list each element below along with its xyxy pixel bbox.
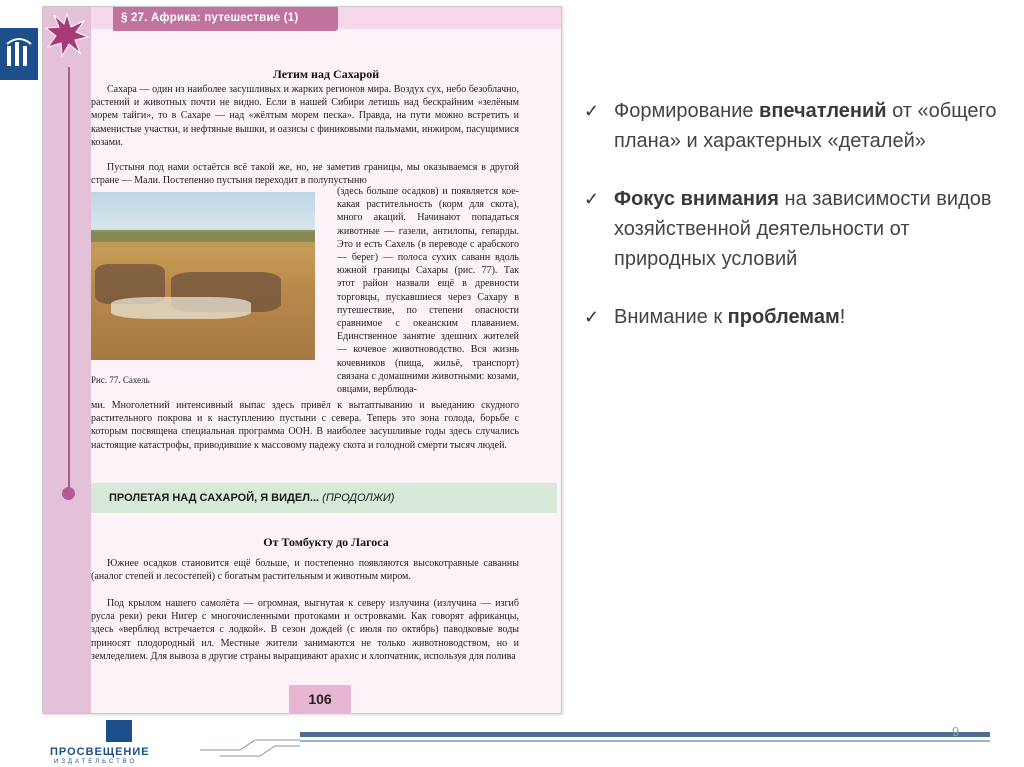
page-number: 106 xyxy=(308,691,332,707)
bullet-item xyxy=(584,302,1004,332)
publisher-mark-icon xyxy=(106,720,132,742)
bullet-text: ! xyxy=(839,306,846,328)
bullet-bold: проблемам xyxy=(727,306,840,328)
publisher-name: ПРОСВЕЩЕНИЕ xyxy=(50,746,150,758)
bullet-item xyxy=(584,96,1004,156)
task-band xyxy=(91,483,557,513)
bullet-item xyxy=(584,184,1004,274)
heading-sahara: Летим над Сахарой xyxy=(272,67,380,81)
margin-line xyxy=(68,67,70,497)
check-icon: ✓ xyxy=(584,307,600,327)
heading-timbuktu: От Томбукту до Лагоса xyxy=(263,535,389,549)
bullet-text: Формирование xyxy=(614,100,760,122)
bullet-bold: впечатлений xyxy=(759,100,887,122)
bullet-text: на зависимости видов хозяйственной деятельности от природных условий xyxy=(614,188,992,270)
page-number-badge xyxy=(289,685,351,713)
decorative-lines-icon xyxy=(200,728,300,758)
bullet-bold: Фокус внимания xyxy=(614,188,779,210)
section-header-tab xyxy=(113,7,338,31)
check-icon: ✓ xyxy=(584,101,600,121)
publisher-subtitle: ИЗДАТЕЛЬСТВО xyxy=(54,759,138,765)
paragraph-2: Пустыня под нами остаётся всё такой же, но, не заметив границы, мы оказываемся в другой стране — Мали. Постепенно пустыня переходит в полупустыню xyxy=(91,162,519,187)
paragraph-1: Сахара — один из наиболее засушливых и жарких регионов мира. Воздух сух, небо безоблачно, растений и животных почти не видно. Если в нашей Сибири летишь над бескрайним «зелёным морем тайги», то в Сахаре — над «жёлтым морем песка». Правда, на пути можно встретить и каменистые участки, и нефтяные вышки, и оазисы с финиковыми пальмами, инжиром, пасущимися козами. xyxy=(91,84,519,148)
sahel-photo xyxy=(91,192,315,360)
task-italic: (ПРОДОЛЖИ) xyxy=(322,492,395,504)
margin-dot xyxy=(62,487,75,500)
footer-bar-thin xyxy=(300,740,990,742)
footer-bar xyxy=(300,732,990,737)
publisher-logo-tab xyxy=(0,28,38,80)
paragraph-4: ми. Многолетний интенсивный выпас здесь привёл к вытаптыванию и выеданию скудного растительного покрова и к наступлению пустыни с севера. Теперь это зона голода, борьбе с которым посвящена специальная программа ООН. В наиболее засушливые годы здесь случались настоящие катастрофы, приводившие к массовому падежу скота и голодной смерти тысяч людей. xyxy=(91,400,519,451)
textbook-page xyxy=(42,6,562,714)
check-icon: ✓ xyxy=(584,189,600,209)
task-text xyxy=(109,492,394,504)
slide-footer xyxy=(0,718,1024,767)
paragraph-6: Под крылом нашего самолёта — огромная, выгнутая к северу излучина (излучина — изгиб русла реки) реки Нигер с многочисленными протоками и островками. Как говорят африканцы, здесь «верблюд встречается с лодкой». В сезон дождей (с июля по октябрь) паводковые воды приносят плодородный ил. Местные жители занимаются не только животноводством, но и земледелием. Для вывоза в другие страны выращивают арахис и хлопчатник, используя для полива xyxy=(91,598,519,662)
section-title: § 27. Африка: путешествие (1) xyxy=(121,12,299,24)
left-margin-band xyxy=(43,7,91,713)
bullet-text: от «общего плана» и характерных «деталей» xyxy=(614,100,997,152)
paragraph-3: (здесь больше осадков) и появляется кое-какая растительность (корм для скота), много акаций. Начинают попадаться животные — газели, антилопы, гепарды. Это и есть Сахель (в переводе с арабского — берег) — полоса сухих саванн вдоль южной границы Сахары (рис. 77). Так этот район назвали ещё в древности торговцы, пускавшиеся через Сахару в путешествие, по степени опасности сравнимое с океанским плаванием. Единственное занятие здешних жителей — кочевое животноводство. Вся жизнь кочевников (пища, жильё, транспорт) связана с домашними животными: козами, овцами, верблюда- xyxy=(337,186,519,396)
slide-number: 9 xyxy=(952,724,960,739)
figure-caption: Рис. 77. Сахель xyxy=(91,375,150,385)
star-icon xyxy=(45,13,89,57)
task-main: ПРОЛЕТАЯ НАД САХАРОЙ, Я ВИДЕЛ... xyxy=(109,492,320,504)
paragraph-5: Южнее осадков становится ещё больше, и постепенно появляются высокотравные саванны (аналог степей и лесостепей) с богатым растительным и животным миром. xyxy=(91,558,519,583)
bullet-list xyxy=(584,96,1004,360)
bullet-text: Внимание к xyxy=(614,306,728,328)
publisher-logo-icon xyxy=(5,36,33,70)
